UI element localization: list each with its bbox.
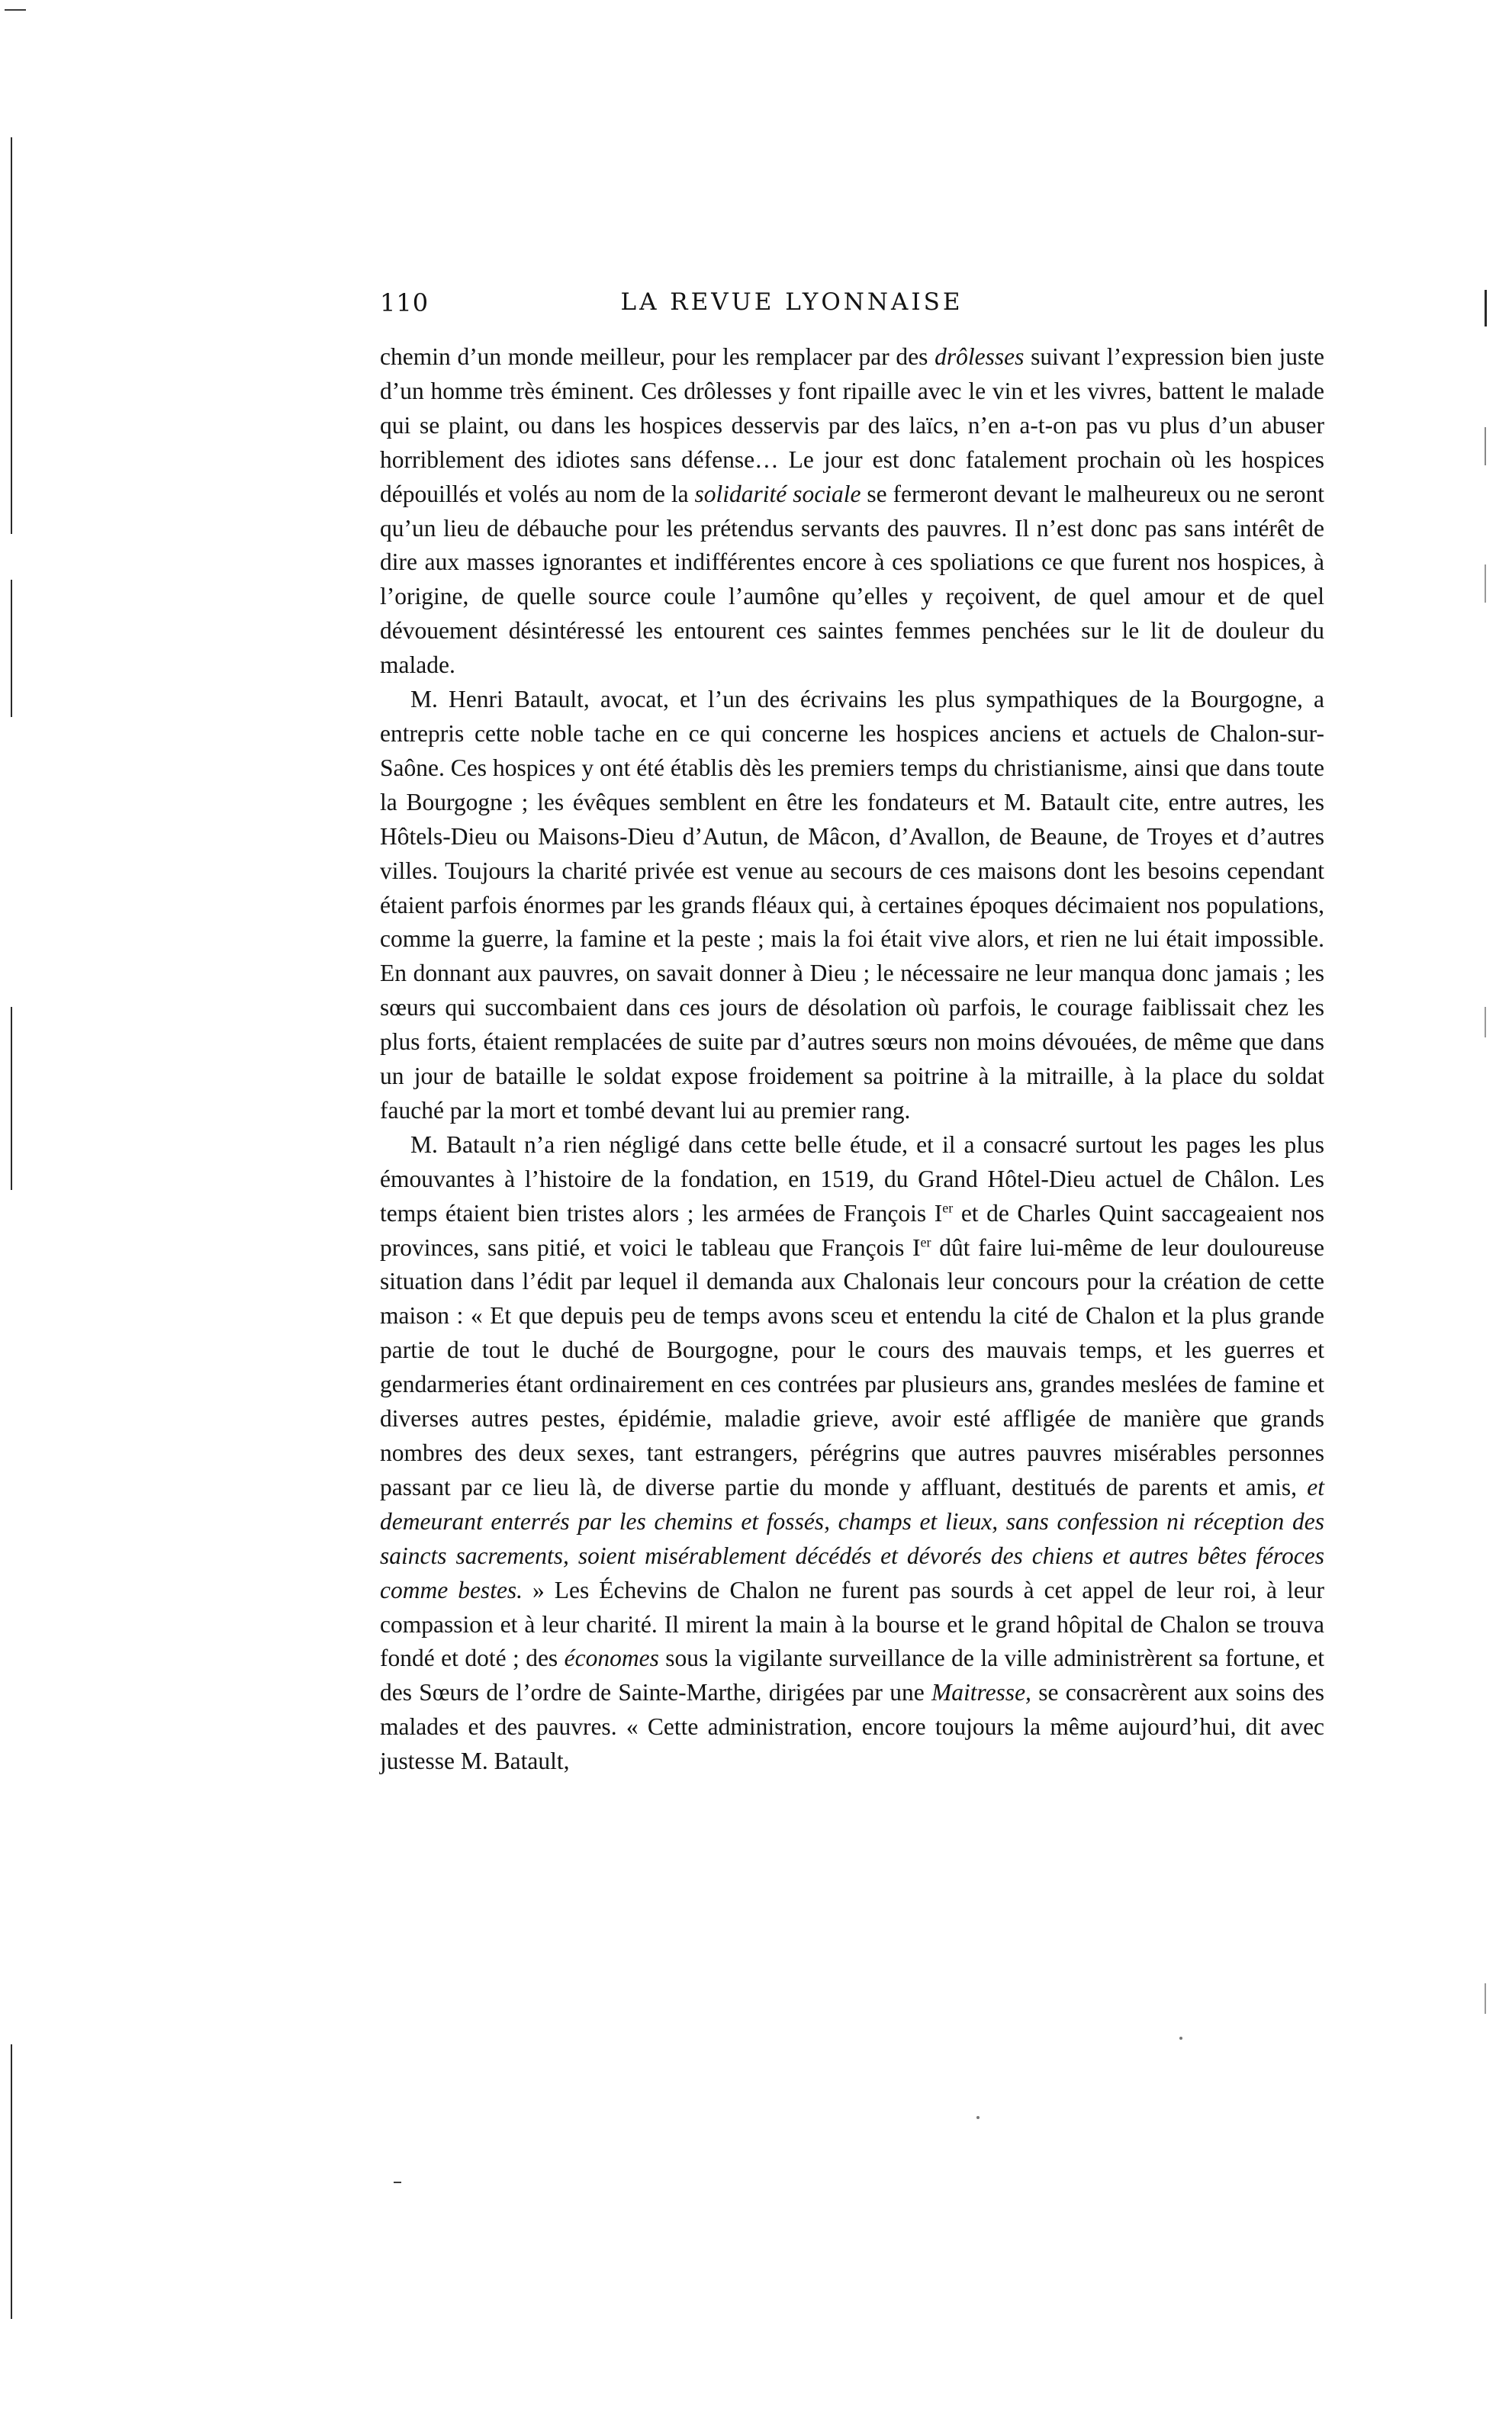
scan-edge-line bbox=[11, 2044, 12, 2319]
text-run: M. Henri Batault, avocat, et l’un des écrivains les plus sympathiques de la Bourgogne, a entrepris cette noble tache en ce qui concerne les hospices anciens et actuels de Chalon-sur-Saône. Ces hospices y ont été établis dès les premiers temps du christianisme, ainsi que dans toute la Bourgogne ; les évêques semblent en être les fondateurs et M. Batault cite, entre autres, les Hôtels-Dieu ou Maisons-Dieu d’Autun, de Mâcon, d’Avallon, de Beaune, de Troyes et d’autres villes. Toujours la charité privée est venue au secours de ces maisons dont les besoins cependant étaient parfois énormes par les grands fléaux qui, à certaines époques décimaient nos populations, comme la guerre, la famine et la peste ; mais la foi était vive alors, et rien ne lui était impossible. En donnant aux pauvres, on savait donner à Dieu ; le nécessaire ne leur manqua donc jamais ; les sœurs qui succombaient dans ces jours de désolation où parfois, le courage faiblissait chez les plus forts, étaient remplacées de suite par d’autres sœurs non moins dévouées, de même que dans un jour de bataille le soldat expose froidement sa poitrine à la mitraille, à la place du soldat fauché par la mort et tombé devant lui au premier rang. bbox=[380, 686, 1324, 1124]
scan-edge-line bbox=[1485, 1983, 1486, 2014]
scan-speck bbox=[976, 2116, 980, 2119]
paragraph bbox=[380, 340, 1324, 683]
italic-text: drôlesses bbox=[935, 343, 1025, 370]
scan-edge-line bbox=[1485, 1007, 1486, 1037]
scan-mark bbox=[5, 9, 26, 11]
italic-text: économes bbox=[564, 1645, 659, 1672]
text-run: sous la vigilante surveillance de la ville administrèrent sa fortune, et des Sœurs de l’ordre de Sainte-Marthe, dirigées par une bbox=[380, 1645, 1324, 1706]
page-number: 110 bbox=[380, 288, 429, 317]
running-title: LA REVUE LYONNAISE bbox=[620, 288, 963, 316]
text-run: chemin d’un monde meilleur, pour les remplacer par des bbox=[380, 343, 935, 370]
superscript: er bbox=[920, 1234, 931, 1250]
scan-edge-line bbox=[1485, 564, 1486, 603]
scan-edge-line bbox=[11, 137, 12, 534]
superscript: er bbox=[942, 1200, 954, 1216]
scan-edge-line bbox=[1485, 290, 1487, 326]
scan-edge-line bbox=[11, 580, 12, 717]
body-text bbox=[380, 340, 1324, 1779]
text-run: se consacrèrent aux soins des malades et des pauvres. « Cette administration, encore toujours la même aujourd’hui, dit avec justesse M. Batault, bbox=[380, 1679, 1324, 1775]
text-run: et de Charles Quint saccageaient nos provinces, sans pitié, et voici le tableau que François I bbox=[380, 1199, 1325, 1261]
scan-mark bbox=[394, 2182, 401, 2183]
scan-edge-line bbox=[11, 1007, 12, 1190]
scan-edge-line bbox=[1485, 427, 1486, 465]
paragraph bbox=[380, 683, 1324, 1128]
text-run: se fermeront devant le malheureux ou ne seront qu’un lieu de débauche pour les prétendus servants des pauvres. Il n’est donc pas sans intérêt de dire aux masses ignorantes et indifférentes encore à ces spoliations ce que furent nos hospices, à l’origine, de quelle source coule l’aumône qu’elles y reçoivent, de quel amour et de quel dévouement désintéressé les entourent ces saintes femmes penchées sur le lit de douleur du malade. bbox=[380, 480, 1324, 679]
text-run: » Les Échevins de Chalon ne furent pas sourds à cet appel de leur roi, à leur compassion et à leur charité. Il mirent la main à la bourse et le grand hôpital de Chalon se trouva fondé et doté ; des bbox=[380, 1576, 1324, 1672]
page-header bbox=[380, 288, 1204, 325]
italic-text: solidarité sociale bbox=[694, 480, 861, 507]
italic-text: et demeurant enterrés par les chemins et fossés, champs et lieux, sans confession ni réception des saincts sacrements, soient misérablement décédés et dévorés des chiens et autres bêtes féroces comme bestes. bbox=[380, 1473, 1324, 1603]
text-run: dût faire lui-même de leur douloureuse situation dans l’édit par lequel il demanda aux Chalonais leur concours pour la création de cette maison : « Et que depuis peu de temps avons sceu et entendu la cité de Chalon et la plus grande partie de tout le duché de Bourgogne, pour le cours des mauvais temps, et les guerres et gendarmeries étant ordinairement en ces contrées par plusieurs ans, grandes meslées de famine et diverses autres pestes, épidémie, maladie grieve, avoir esté affligée de manière que grands nombres des deux sexes, tant estrangers, pérégrins que autres pauvres misérables personnes passant par ce lieu là, de diverse partie du monde y affluant, destitués de parents et amis, bbox=[380, 1233, 1324, 1500]
italic-text: Maitresse, bbox=[931, 1679, 1031, 1706]
text-run: M. Batault n’a rien négligé dans cette belle étude, et il a consacré surtout les pages les plus émouvantes à l’histoire de la fondation, en 1519, du Grand Hôtel-Dieu actuel de Châlon. Les temps étaient bien tristes alors ; les armées de François I bbox=[380, 1130, 1324, 1227]
paragraph bbox=[380, 1128, 1324, 1779]
text-run: suivant l’expression bien juste d’un homme très éminent. Ces drôlesses y font ripaille avec le vin et les vivres, battent le malade qui se plaint, ou dans les hospices desservis par des laïcs, n’en a-t-on pas vu plus d’un abuser horriblement des idiotes sans défense… Le jour est donc fatalement prochain où les hospices dépouillés et volés au nom de la bbox=[380, 343, 1324, 507]
scan-speck bbox=[1179, 2037, 1182, 2040]
